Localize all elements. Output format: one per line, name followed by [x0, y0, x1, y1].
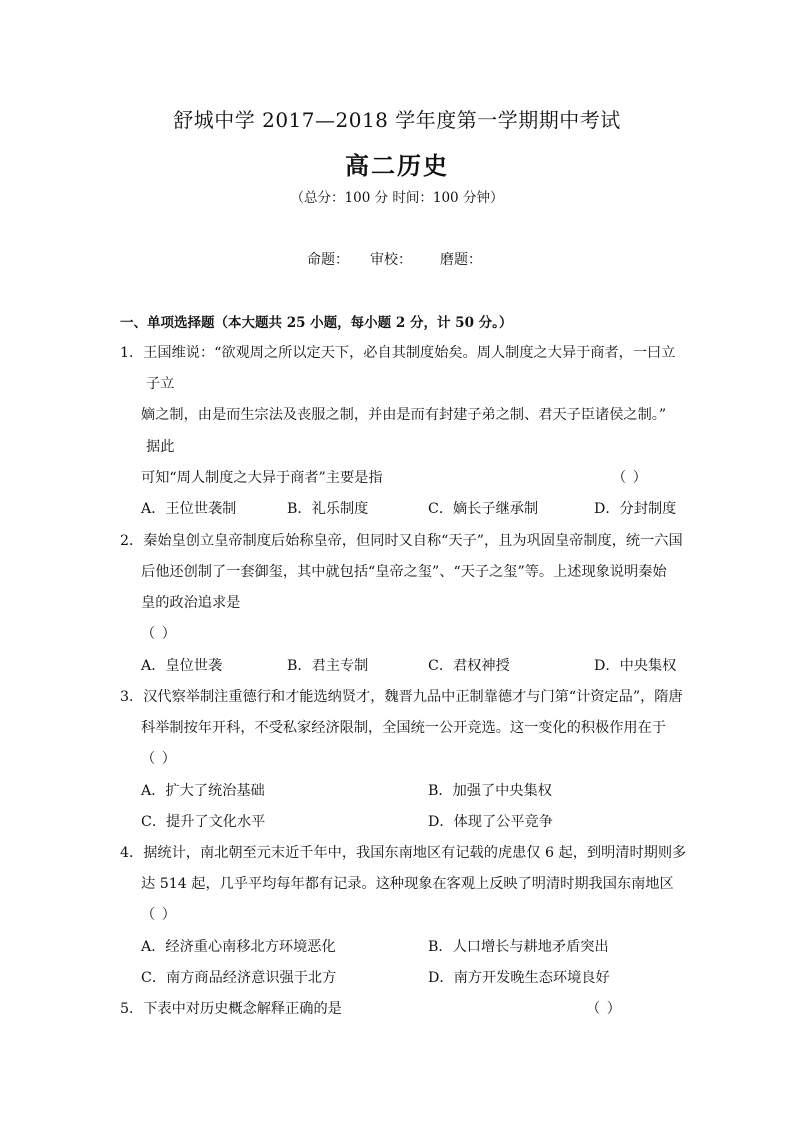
question-2-option-c: C．君权神授 [428, 658, 510, 674]
question-1-option-d: D．分封制度 [594, 501, 677, 517]
question-4-line-2: 达 514 起，几乎平均每年都有记录。这种现象在客观上反映了明清时期我国东南地区 [141, 876, 674, 892]
question-2-option-b: B．君主专制 [287, 658, 369, 674]
question-1-line-2: 子立 [146, 376, 175, 392]
question-4-answer-blank: （ ） [141, 907, 177, 923]
question-1-line-5: 可知“周人制度之大异于商者”主要是指 [141, 470, 383, 486]
question-1-line-1: 1．王国维说：“欲观周之所以定天下，必自其制度始矣。周人制度之大异于商者，一曰立 [120, 345, 676, 361]
question-4-option-b: B．人口增长与耕地矛盾突出 [428, 939, 609, 955]
question-1-option-c: C．嫡长子继承制 [428, 501, 539, 517]
question-4-option-c: C．南方商品经济意识强于北方 [141, 970, 337, 986]
question-3-option-c: C．提升了文化水平 [141, 814, 266, 830]
section-heading: 一、单项选择题（本大题共 25 小题，每小题 2 分，计 50 分。） [120, 315, 513, 331]
question-3-option-d: D．体现了公平竞争 [428, 814, 553, 830]
question-1-answer-blank: （ ） [612, 470, 648, 486]
question-3-option-b: B．加强了中央集权 [428, 783, 552, 799]
question-4-option-a: A．经济重心南移北方环境恶化 [141, 939, 336, 955]
question-2-line-1: 2．秦始皇创立皇帝制度后始称皇帝，但同时又自称“天子”，且为巩固皇帝制度，统一六国 [120, 533, 683, 549]
exam-meta: （总分：100 分 时间：100 分钟） [290, 190, 504, 206]
question-2-option-d: D．中央集权 [594, 658, 677, 674]
exam-title: 舒城中学 2017—2018 学年度第一学期期中考试 [173, 108, 621, 132]
question-2-answer-blank: （ ） [141, 626, 177, 642]
question-1-option-b: B．礼乐制度 [287, 501, 369, 517]
staff-polisher-label: 磨题： [440, 252, 482, 268]
question-3-answer-blank: （ ） [141, 751, 177, 767]
question-1-line-4: 据此 [146, 439, 175, 455]
staff-reviewer-label: 审校： [370, 252, 412, 268]
question-5-answer-blank: （ ） [586, 1001, 622, 1017]
question-4-option-d: D．南方开发晚生态环境良好 [428, 970, 610, 986]
question-3-option-a: A．扩大了统治基础 [141, 783, 265, 799]
question-2-line-2: 后他还创制了一套御玺，其中就包括“皇帝之玺”、“天子之玺”等。上述现象说明秦始 [141, 564, 667, 580]
question-3-line-1: 3．汉代察举制注重德行和才能选纳贤才，魏晋九品中正制靠德才与门第“计资定品”，隋唐 [120, 689, 683, 705]
question-2-option-a: A．皇位世袭 [141, 658, 223, 674]
question-1-line-3: 嫡之制，由是而生宗法及丧服之制，并由是而有封建子弟之制、君天子臣诸侯之制。” [141, 407, 667, 423]
question-5-line-1: 5．下表中对历史概念解释正确的是 [120, 1001, 342, 1017]
question-1-option-a: A．王位世袭制 [141, 501, 237, 517]
question-4-line-1: 4．据统计，南北朝至元末近千年中，我国东南地区有记载的虎患仅 6 起，到明清时期则多 [120, 845, 687, 861]
staff-author-label: 命题： [307, 252, 349, 268]
question-2-line-3: 皇的政治追求是 [141, 595, 241, 611]
question-3-line-2: 科举制按年开科，不受私家经济限制，全国统一公开竞选。这一变化的积极作用在于 [141, 720, 666, 736]
exam-subject: 高二历史 [345, 151, 449, 180]
